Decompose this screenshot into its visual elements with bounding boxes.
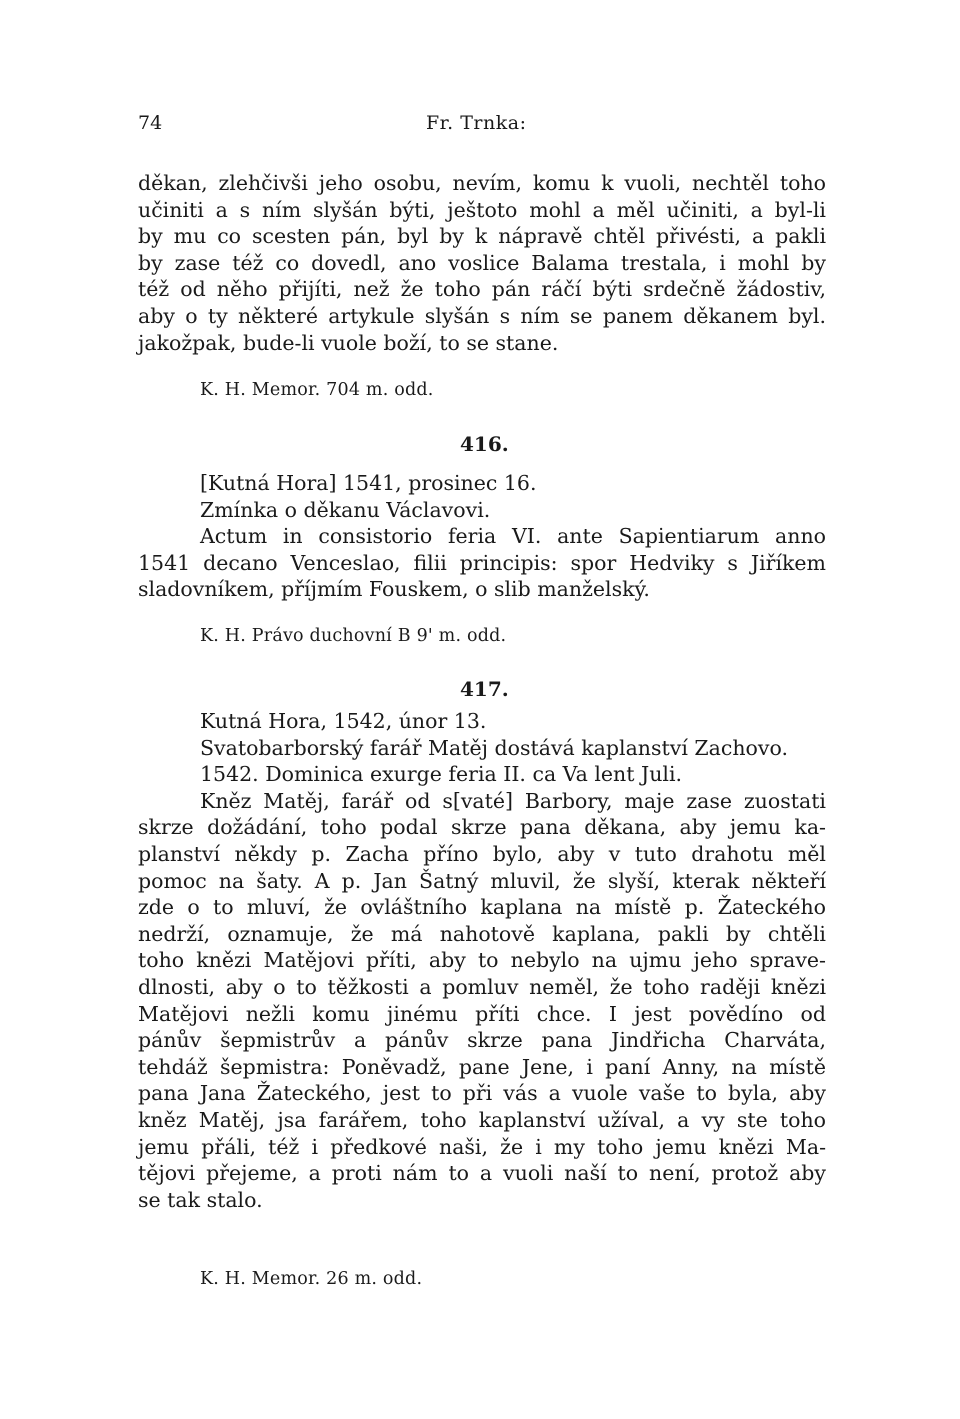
text-line: Kněz Matěj, farář od s[vaté] Barbory, maje zase zuostati [200,788,826,813]
source-citation: K. H. Memor. 26 m. odd. [200,1269,423,1289]
text-line: zde o to mluví, že ovláštního kaplana na místě p. Žateckého [138,895,826,920]
text-line: by mu co scesten pán, byl by k nápravě chtěl přivésti, a pakli [138,224,826,249]
text-line: aby o ty některé artykule slyšán s ním se panem děkanem byl. [138,303,826,328]
document-summary: Svatobarborský farář Matěj dostává kaplanství Zachovo. [200,735,788,760]
text-line: též od něho přijíti, než že toho pán ráčí býti srdečně žádostiv, [138,277,826,302]
text-line: učiniti a s ním slyšán býti, ještoto mohl a měl učiniti, a byl-li [138,197,826,222]
document-416 [138,470,826,603]
text-line: skrze dožádání, toho podal skrze pana děkana, aby jemu ka- [138,815,826,840]
text-line: pomoc na šaty. A p. Jan Šatný mluvil, že slyší, kterak někteří [138,868,826,893]
continuation-paragraph [138,170,826,356]
text-line: nedrží, oznamuje, že má nahotově kaplana, pakli by chtěli [138,921,826,946]
text-line: jakožpak, bude-li vuole boží, to se stane. [138,330,559,355]
text-line: Matějovi nežli komu jinému příti chce. I jest povědíno od [138,1001,826,1026]
text-line: planství někdy p. Zacha příno bylo, aby v tuto drahotu měl [138,841,826,866]
source-citation: K. H. Právo duchovní B 9' m. odd. [200,626,507,646]
text-line: kněz Matěj, jsa farářem, toho kaplanství užíval, a vy ste toho [138,1107,826,1132]
document-number: 417. [460,677,509,701]
document-summary: Zmínka o děkanu Václavovi. [200,497,491,522]
dateline: 1542. Dominica exurge feria II. ca Va lent Juli. [200,762,683,787]
text-line: sladovníkem, příjmím Fouskem, o slib manželský. [138,577,650,602]
text-line: by zase též co dovedl, ano voslice Balama trestala, i mohl by [138,250,826,275]
text-line: toho knězi Matějovi příti, aby to nebylo na ujmu jeho sprave- [138,948,826,973]
text-line: tějovi přejeme, a proti nám to a vuoli naší to není, protož aby [138,1161,826,1186]
text-line: dlnosti, aby o to těžkosti a pomluv neměl, že toho raději knězi [138,974,826,999]
text-line: 1541 decano Venceslao, filii principis: spor Hedviky s Jiříkem [138,550,826,575]
document-page [138,112,826,1289]
place-date: Kutná Hora, 1542, únor 13. [200,709,487,733]
page-number: 74 [138,112,163,134]
text-line: pánův šepmistrův a pánův skrze pana Jindřicha Charváta, [138,1028,826,1053]
text-line: tehdáž šepmistra: Poněvadž, pane Jene, i paní Anny, na místě [138,1054,826,1079]
text-line: se tak stalo. [138,1187,263,1212]
text-line: Actum in consistorio feria VI. ante Sapientiarum anno [200,524,826,549]
text-line: děkan, zlehčivši jeho osobu, nevím, komu k vuoli, nechtěl toho [138,171,826,195]
text-line: pana Jana Žateckého, jest to při vás a vuole vaše to byla, aby [138,1081,826,1106]
document-417 [138,708,826,1213]
running-title: Fr. Trnka: [426,112,527,134]
place-date: [Kutná Hora] 1541, prosinec 16. [200,471,537,495]
text-line: jemu přáli, též i předkové naši, že i my toho jemu knězi Ma- [138,1134,826,1159]
document-number: 416. [460,432,509,456]
page-header [138,112,826,148]
source-citation: K. H. Memor. 704 m. odd. [200,380,434,400]
